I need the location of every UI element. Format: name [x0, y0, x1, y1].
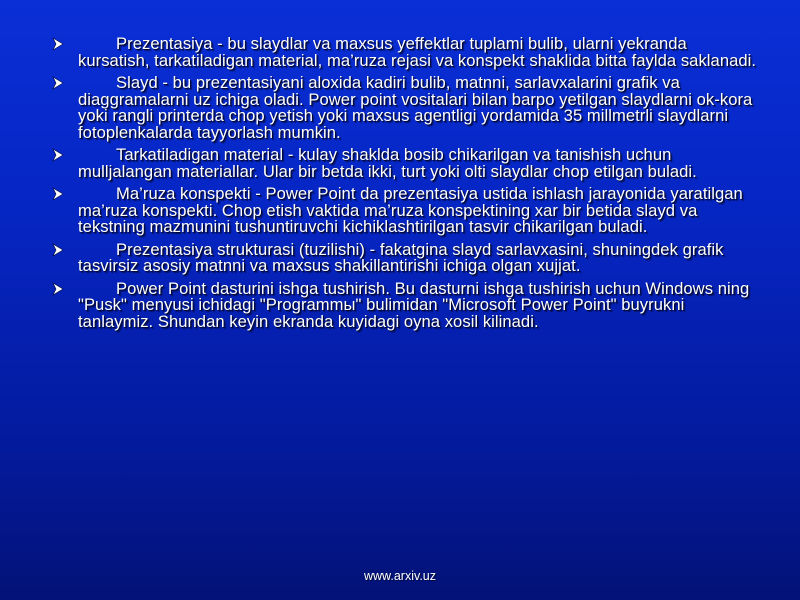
arrowhead-bullet-icon [52, 282, 64, 296]
bullet-text: Tarkatiladigan material - kulay shaklda bosib chikarilgan va tanishish uchun mulljalangan materiallar. Ular bir betda ikki, turt yoki olti slaydlar chop etilgan buladi. [78, 145, 697, 181]
bullet-item [52, 239, 762, 275]
arrowhead-bullet-icon [52, 243, 64, 257]
footer-website-link[interactable]: www.arxiv.uz [363, 569, 436, 583]
bullet-item [52, 147, 762, 180]
arrowhead-bullet-icon [52, 37, 64, 51]
arrowhead-bullet-icon [52, 76, 64, 90]
bullet-item [52, 36, 762, 69]
arrowhead-bullet-icon [52, 148, 64, 162]
bullet-list [52, 36, 762, 336]
bullet-item [52, 75, 762, 141]
arrowhead-bullet-icon [52, 187, 64, 201]
bullet-item [52, 186, 762, 236]
bullet-text: Slayd - bu prezentasiyani aloxida kadiri bulib, matnni, sarlavxalarini grafik va diaggramalarni uz ichiga oladi. Power point vositalari bilan barpo yetilgan slaydlarni ok-kora yoki rangli printerda chop yetish yoki maxsus agentligi yordamida 35 millmetrli slaydlarni fotoplenkalarda tayyorlash mumkin. [78, 73, 753, 142]
bullet-text: Prezentasiya - bu slaydlar va maxsus yeffektlar tuplami bulib, ularni yekranda kursatish, tarkatiladigan material, ma’ruza rejasi va konspekt shaklida bitta faylda saklanadi. [78, 34, 757, 70]
bullet-text: Ma’ruza konspekti - Power Point da prezentasiya ustida ishlash jarayonida yaratilgan ma’ruza konspekti. Chop etish vaktida ma’ruza konspektining xar bir betida slayd va tekstning mazmunini tushuntiruvchi kichiklashtirilgan tasvir chikarilgan buladi. [78, 184, 743, 236]
bullet-text: Power Point dasturini ishga tushirish. Bu dasturni ishga tushirish uchun Windows ning "Pusk" menyusi ichidagi "Programmы" bulimidan "Microsoft Power Point" buyrukni tanlaymiz. Shundan keyin ekranda kuyidagi oyna xosil kilinadi. [78, 278, 750, 331]
bullet-text: Prezentasiya strukturasi (tuzilishi) - fakatgina slayd sarlavxasini, shuningdek grafik tasvirsiz asosiy matnni va maxsus shakillantirishi ichiga olgan xujjat. [78, 239, 724, 275]
bullet-item [52, 278, 762, 331]
